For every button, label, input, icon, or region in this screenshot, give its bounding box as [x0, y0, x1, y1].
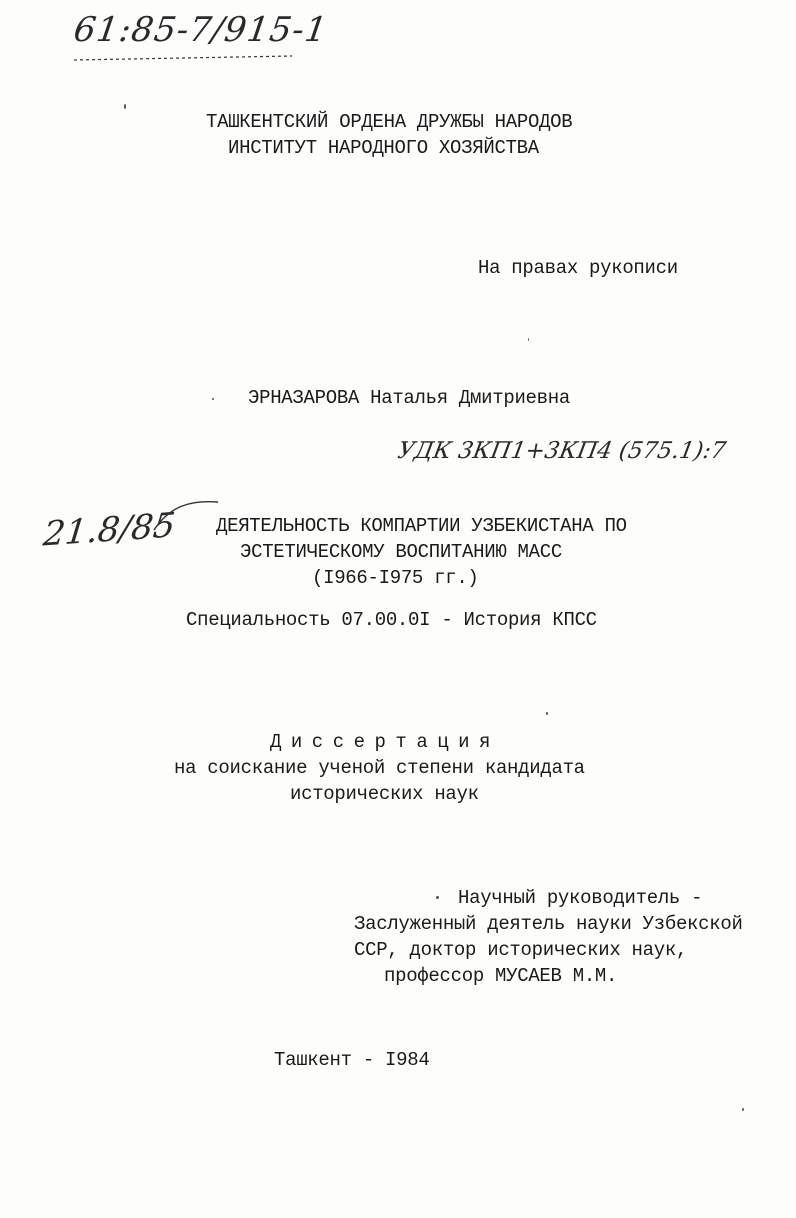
archive-mark: 61:85-7/915-1 [71, 10, 331, 50]
place-year: Ташкент - I984 [274, 1049, 430, 1071]
title-line-2: ЭСТЕТИЧЕСКОМУ ВОСПИТАНИЮ МАСС [240, 541, 562, 563]
supervisor-line-1: Научный руководитель - [458, 887, 703, 909]
specialty: Специальность 07.00.0I - История КПСС [186, 609, 597, 631]
institution-line-1: ТАШКЕНТСКИЙ ОРДЕНА ДРУЖБЫ НАРОДОВ [206, 111, 573, 133]
scan-speck [528, 338, 529, 341]
scan-speck [546, 712, 548, 715]
supervisor-line-4: профессор МУСАЕВ М.М. [384, 965, 618, 987]
supervisor-line-3: ССР, доктор исторических наук, [354, 939, 688, 961]
author-name: ЭРНАЗАРОВА Наталья Дмитриевна [248, 387, 570, 409]
scan-speck [436, 896, 439, 899]
dissertation-heading: Диссертация [270, 731, 500, 753]
title-line-3: (I966-I975 гг.) [312, 567, 479, 589]
rights-note: На правах рукописи [478, 257, 678, 279]
udc-code: УДК 3КП1+3КП4 (575.1):7 [395, 438, 728, 464]
dissertation-line-2: исторических наук [290, 783, 479, 805]
scan-speck [124, 104, 126, 109]
archive-mark-underline [72, 52, 302, 66]
title-line-1: ДЕЯТЕЛЬНОСТЬ КОМПАРТИИ УЗБЕКИСТАНА ПО [216, 515, 627, 537]
supervisor-line-2: Заслуженный деятель науки Узбекской [354, 913, 743, 935]
margin-note: 21.8/85 [41, 505, 178, 555]
dissertation-line-1: на соискание ученой степени кандидата [174, 757, 585, 779]
scan-speck [212, 398, 214, 400]
institution-line-2: ИНСТИТУТ НАРОДНОГО ХОЗЯЙСТВА [228, 137, 539, 159]
scan-speck [742, 1108, 744, 1111]
